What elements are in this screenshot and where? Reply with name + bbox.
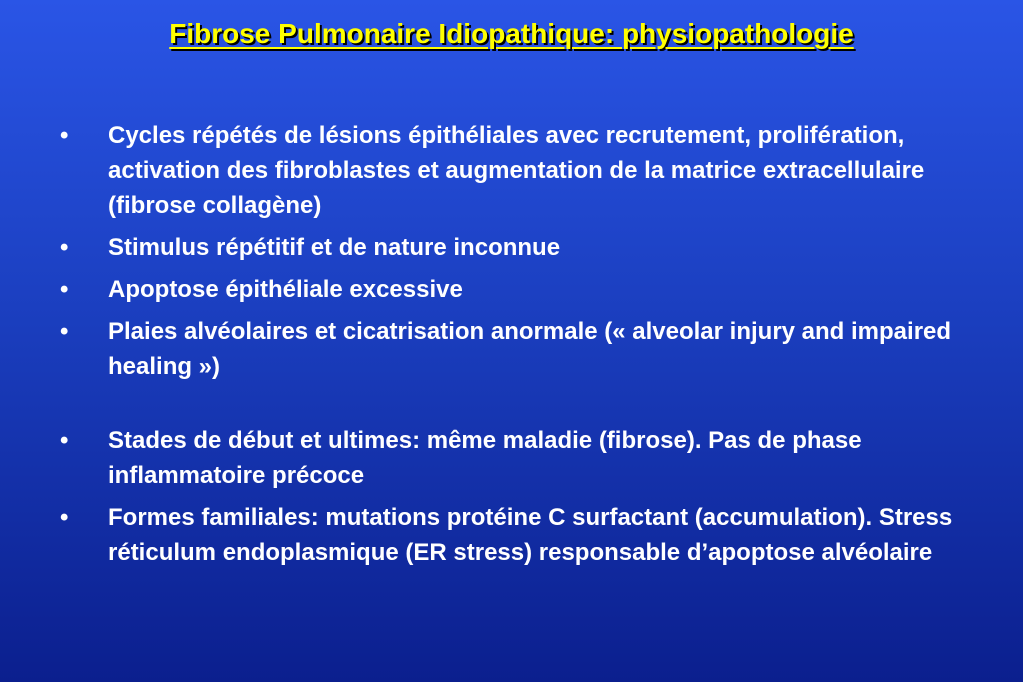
bullet-text: Formes familiales: mutations protéine C surfactant (accumulation). Stress réticulum endoplasmique (ER stress) responsable d’apoptose alvéolaire [108, 504, 953, 566]
bullet-dot-icon: • [60, 276, 69, 303]
bullet-dot-icon: • [60, 234, 69, 261]
bullet-item [60, 314, 995, 384]
bullet-dot-icon: • [60, 318, 69, 345]
bullet-dot-icon: • [60, 122, 69, 149]
bullet-dot-icon: • [60, 427, 69, 454]
bullet-text: Stades de début et ultimes: même maladie (fibrose). Pas de phase inflammatoire précoce [108, 427, 862, 489]
bullet-item [60, 423, 995, 493]
slide-title: Fibrose Pulmonaire Idiopathique: physiopathologie [169, 18, 854, 49]
bullet-list [60, 118, 995, 577]
bullet-item [60, 230, 995, 265]
bullet-item [60, 500, 995, 570]
bullet-text: Cycles répétés de lésions épithéliales avec recrutement, prolifération, activation des fibroblastes et augmentation de la matrice extracellulaire (fibrose collagène) [108, 122, 925, 219]
bullet-text: Plaies alvéolaires et cicatrisation anormale (« alveolar injury and impaired healing ») [108, 318, 952, 380]
bullet-text: Apoptose épithéliale excessive [108, 276, 463, 303]
bullet-item [60, 118, 995, 223]
bullet-item [60, 272, 995, 307]
bullet-text: Stimulus répétitif et de nature inconnue [108, 234, 561, 261]
bullet-dot-icon: • [60, 504, 69, 531]
